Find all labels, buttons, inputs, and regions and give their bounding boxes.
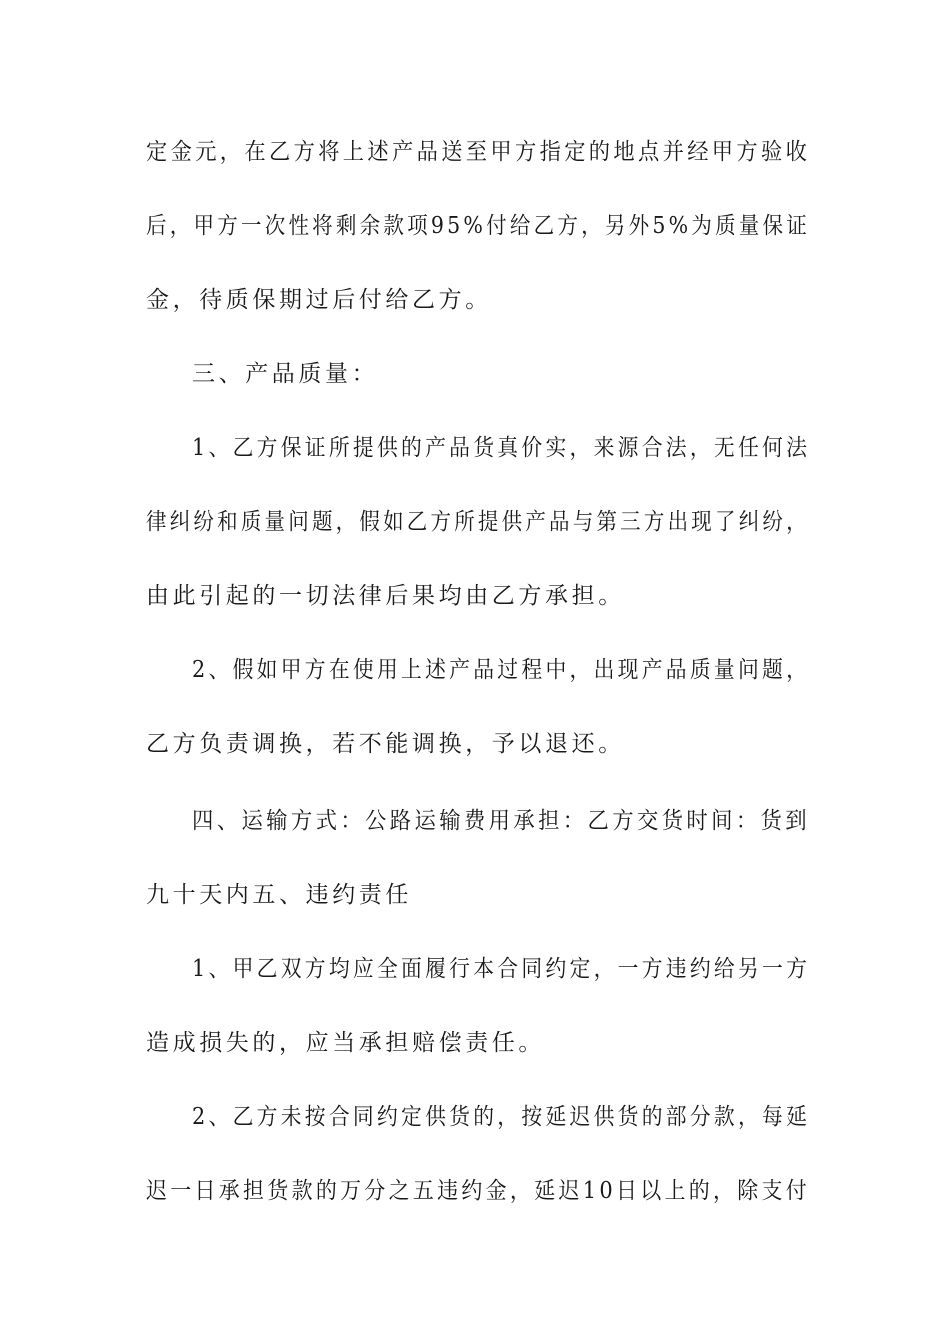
paragraph-line: 律纠纷和质量问题，假如乙方所提供产品与第三方出现了纠纷， <box>146 509 810 535</box>
paragraph-line: 由此引起的一切法律后果均由乙方承担。 <box>146 583 625 609</box>
paragraph-line: 定金元，在乙方将上述产品送至甲方指定的地点并经甲方验收 <box>146 139 811 165</box>
paragraph-line: 后，甲方一次性将剩余款项95%付给乙方，另外5%为质量保证 <box>146 213 811 239</box>
paragraph-line: 1、甲乙双方均应全面履行本合同约定，一方违约给另一方 <box>192 956 811 982</box>
paragraph-line: 金，待质保期过后付给乙方。 <box>146 287 492 313</box>
paragraph-line: 1、乙方保证所提供的产品货真价实，来源合法，无任何法 <box>192 435 811 461</box>
paragraph-line: 2、假如甲方在使用上述产品过程中，出现产品质量问题， <box>192 657 811 683</box>
paragraph-line: 九十天内五、违约责任 <box>146 882 412 908</box>
paragraph-line: 乙方负责调换，若不能调换，予以退还。 <box>146 731 625 757</box>
section-heading: 四、运输方式：公路运输费用承担：乙方交货时间：货到 <box>192 808 810 834</box>
paragraph-line: 迟一日承担货款的万分之五违约金，延迟10日以上的，除支付 <box>146 1178 811 1204</box>
paragraph-line: 造成损失的，应当承担赔偿责任。 <box>146 1030 545 1056</box>
paragraph-line: 2、乙方未按合同约定供货的，按延迟供货的部分款，每延 <box>192 1104 811 1130</box>
section-heading: 三、产品质量： <box>192 361 379 387</box>
